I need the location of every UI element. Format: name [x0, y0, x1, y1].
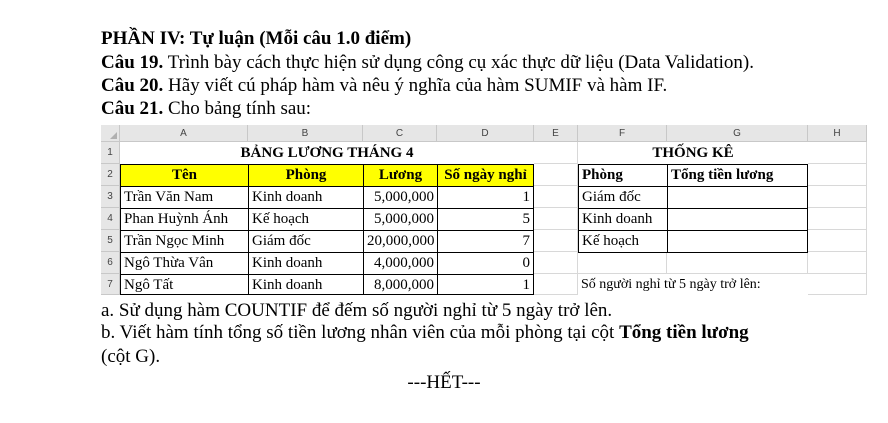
table-cell-salary: 20,000,000	[363, 230, 438, 253]
table-cell-days-off: 5	[437, 208, 534, 231]
empty-cell	[534, 230, 578, 252]
empty-cell	[808, 274, 867, 295]
stats-cell-department: Kế hoạch	[578, 230, 668, 253]
empty-cell	[808, 142, 867, 164]
empty-cell	[808, 208, 867, 230]
question-20	[101, 75, 667, 97]
column-header-e: E	[534, 125, 578, 142]
task-b	[101, 322, 749, 344]
question-19	[101, 52, 754, 74]
stats-cell-total	[667, 186, 808, 209]
question-text: Hãy viết cú pháp hàm và nêu ý nghĩa của hàm SUMIF và hàm IF.	[168, 75, 668, 96]
table-cell-department: Kinh doanh	[248, 252, 364, 275]
column-header-h: H	[808, 125, 867, 142]
table-cell-department: Giám đốc	[248, 230, 364, 253]
table-cell-department: Kinh doanh	[248, 186, 364, 209]
table-cell-days-off: 0	[437, 252, 534, 275]
empty-cell	[578, 252, 667, 274]
column-header-b: B	[248, 125, 363, 142]
question-label: Câu 19.	[101, 52, 164, 73]
header-name: Tên	[120, 164, 249, 187]
days-off-note: Số người nghỉ từ 5 ngày trở lên:	[581, 277, 761, 292]
row-header-7: 7	[101, 274, 120, 295]
header-department: Phòng	[248, 164, 364, 187]
empty-cell	[808, 186, 867, 208]
question-text: Trình bày cách thực hiện sử dụng công cụ xác thực dữ liệu (Data Validation).	[167, 52, 754, 73]
table-cell-days-off: 1	[437, 186, 534, 209]
task-b-bold: Tổng tiền lương	[619, 322, 749, 343]
header-days-off: Số ngày nghỉ	[437, 164, 534, 187]
question-label: Câu 21.	[101, 98, 164, 119]
section-title: Tự luận (Mỗi câu 1.0 điểm)	[189, 28, 412, 49]
empty-cell	[534, 252, 578, 274]
table-cell-name: Trần Ngọc Minh	[120, 230, 249, 253]
empty-cell	[667, 252, 808, 274]
empty-cell	[808, 252, 867, 274]
section-part: PHẦN IV:	[101, 28, 186, 49]
stats-table-title: THỐNG KÊ	[652, 145, 734, 161]
table-cell-name: Ngô Thừa Vân	[120, 252, 249, 275]
table-cell-salary: 8,000,000	[363, 274, 438, 295]
column-header-a: A	[120, 125, 248, 142]
empty-cell	[534, 274, 578, 295]
empty-cell	[808, 164, 867, 186]
empty-cell	[534, 186, 578, 208]
select-all-corner	[101, 125, 120, 142]
header-salary: Lương	[363, 164, 438, 187]
table-cell-salary: 5,000,000	[363, 186, 438, 209]
row-header-2: 2	[101, 164, 120, 186]
table-cell-salary: 4,000,000	[363, 252, 438, 275]
column-header-f: F	[578, 125, 667, 142]
row-header-6: 6	[101, 252, 120, 274]
salary-table-title: BẢNG LƯƠNG THÁNG 4	[240, 145, 414, 161]
row-header-5: 5	[101, 230, 120, 252]
question-label: Câu 20.	[101, 75, 164, 96]
task-b-continued: (cột G).	[101, 346, 161, 367]
stats-cell-department: Giám đốc	[578, 186, 668, 209]
task-b-text: b. Viết hàm tính tổng số tiền lương nhân viên của mỗi phòng tại cột	[101, 322, 620, 343]
row-header-1: 1	[101, 142, 120, 164]
table-cell-days-off: 1	[437, 274, 534, 295]
column-header-c: C	[363, 125, 437, 142]
empty-cell	[808, 230, 867, 252]
task-a: a. Sử dụng hàm COUNTIF để đếm số người nghỉ từ 5 ngày trở lên.	[101, 300, 613, 321]
spreadsheet-image	[101, 125, 867, 295]
column-header-d: D	[437, 125, 534, 142]
empty-cell	[534, 142, 578, 164]
row-header-3: 3	[101, 186, 120, 208]
table-cell-name: Trần Văn Nam	[120, 186, 249, 209]
row-header-4: 4	[101, 208, 120, 230]
stats-cell-department: Kinh doanh	[578, 208, 668, 231]
stats-cell-total	[667, 230, 808, 253]
stats-cell-total	[667, 208, 808, 231]
table-cell-days-off: 7	[437, 230, 534, 253]
table-cell-department: Kế hoạch	[248, 208, 364, 231]
header-department: Phòng	[578, 164, 668, 187]
header-total-salary: Tổng tiền lương	[667, 164, 808, 187]
question-text: Cho bảng tính sau:	[168, 98, 312, 119]
table-cell-name: Ngô Tất	[120, 274, 249, 295]
section-heading	[101, 28, 411, 50]
table-cell-department: Kinh doanh	[248, 274, 364, 295]
empty-cell	[534, 164, 578, 186]
column-header-g: G	[667, 125, 808, 142]
empty-cell	[534, 208, 578, 230]
end-marker: ---HẾT---	[407, 372, 481, 393]
question-21	[101, 98, 311, 120]
table-cell-name: Phan Huỳnh Ánh	[120, 208, 249, 231]
table-cell-salary: 5,000,000	[363, 208, 438, 231]
